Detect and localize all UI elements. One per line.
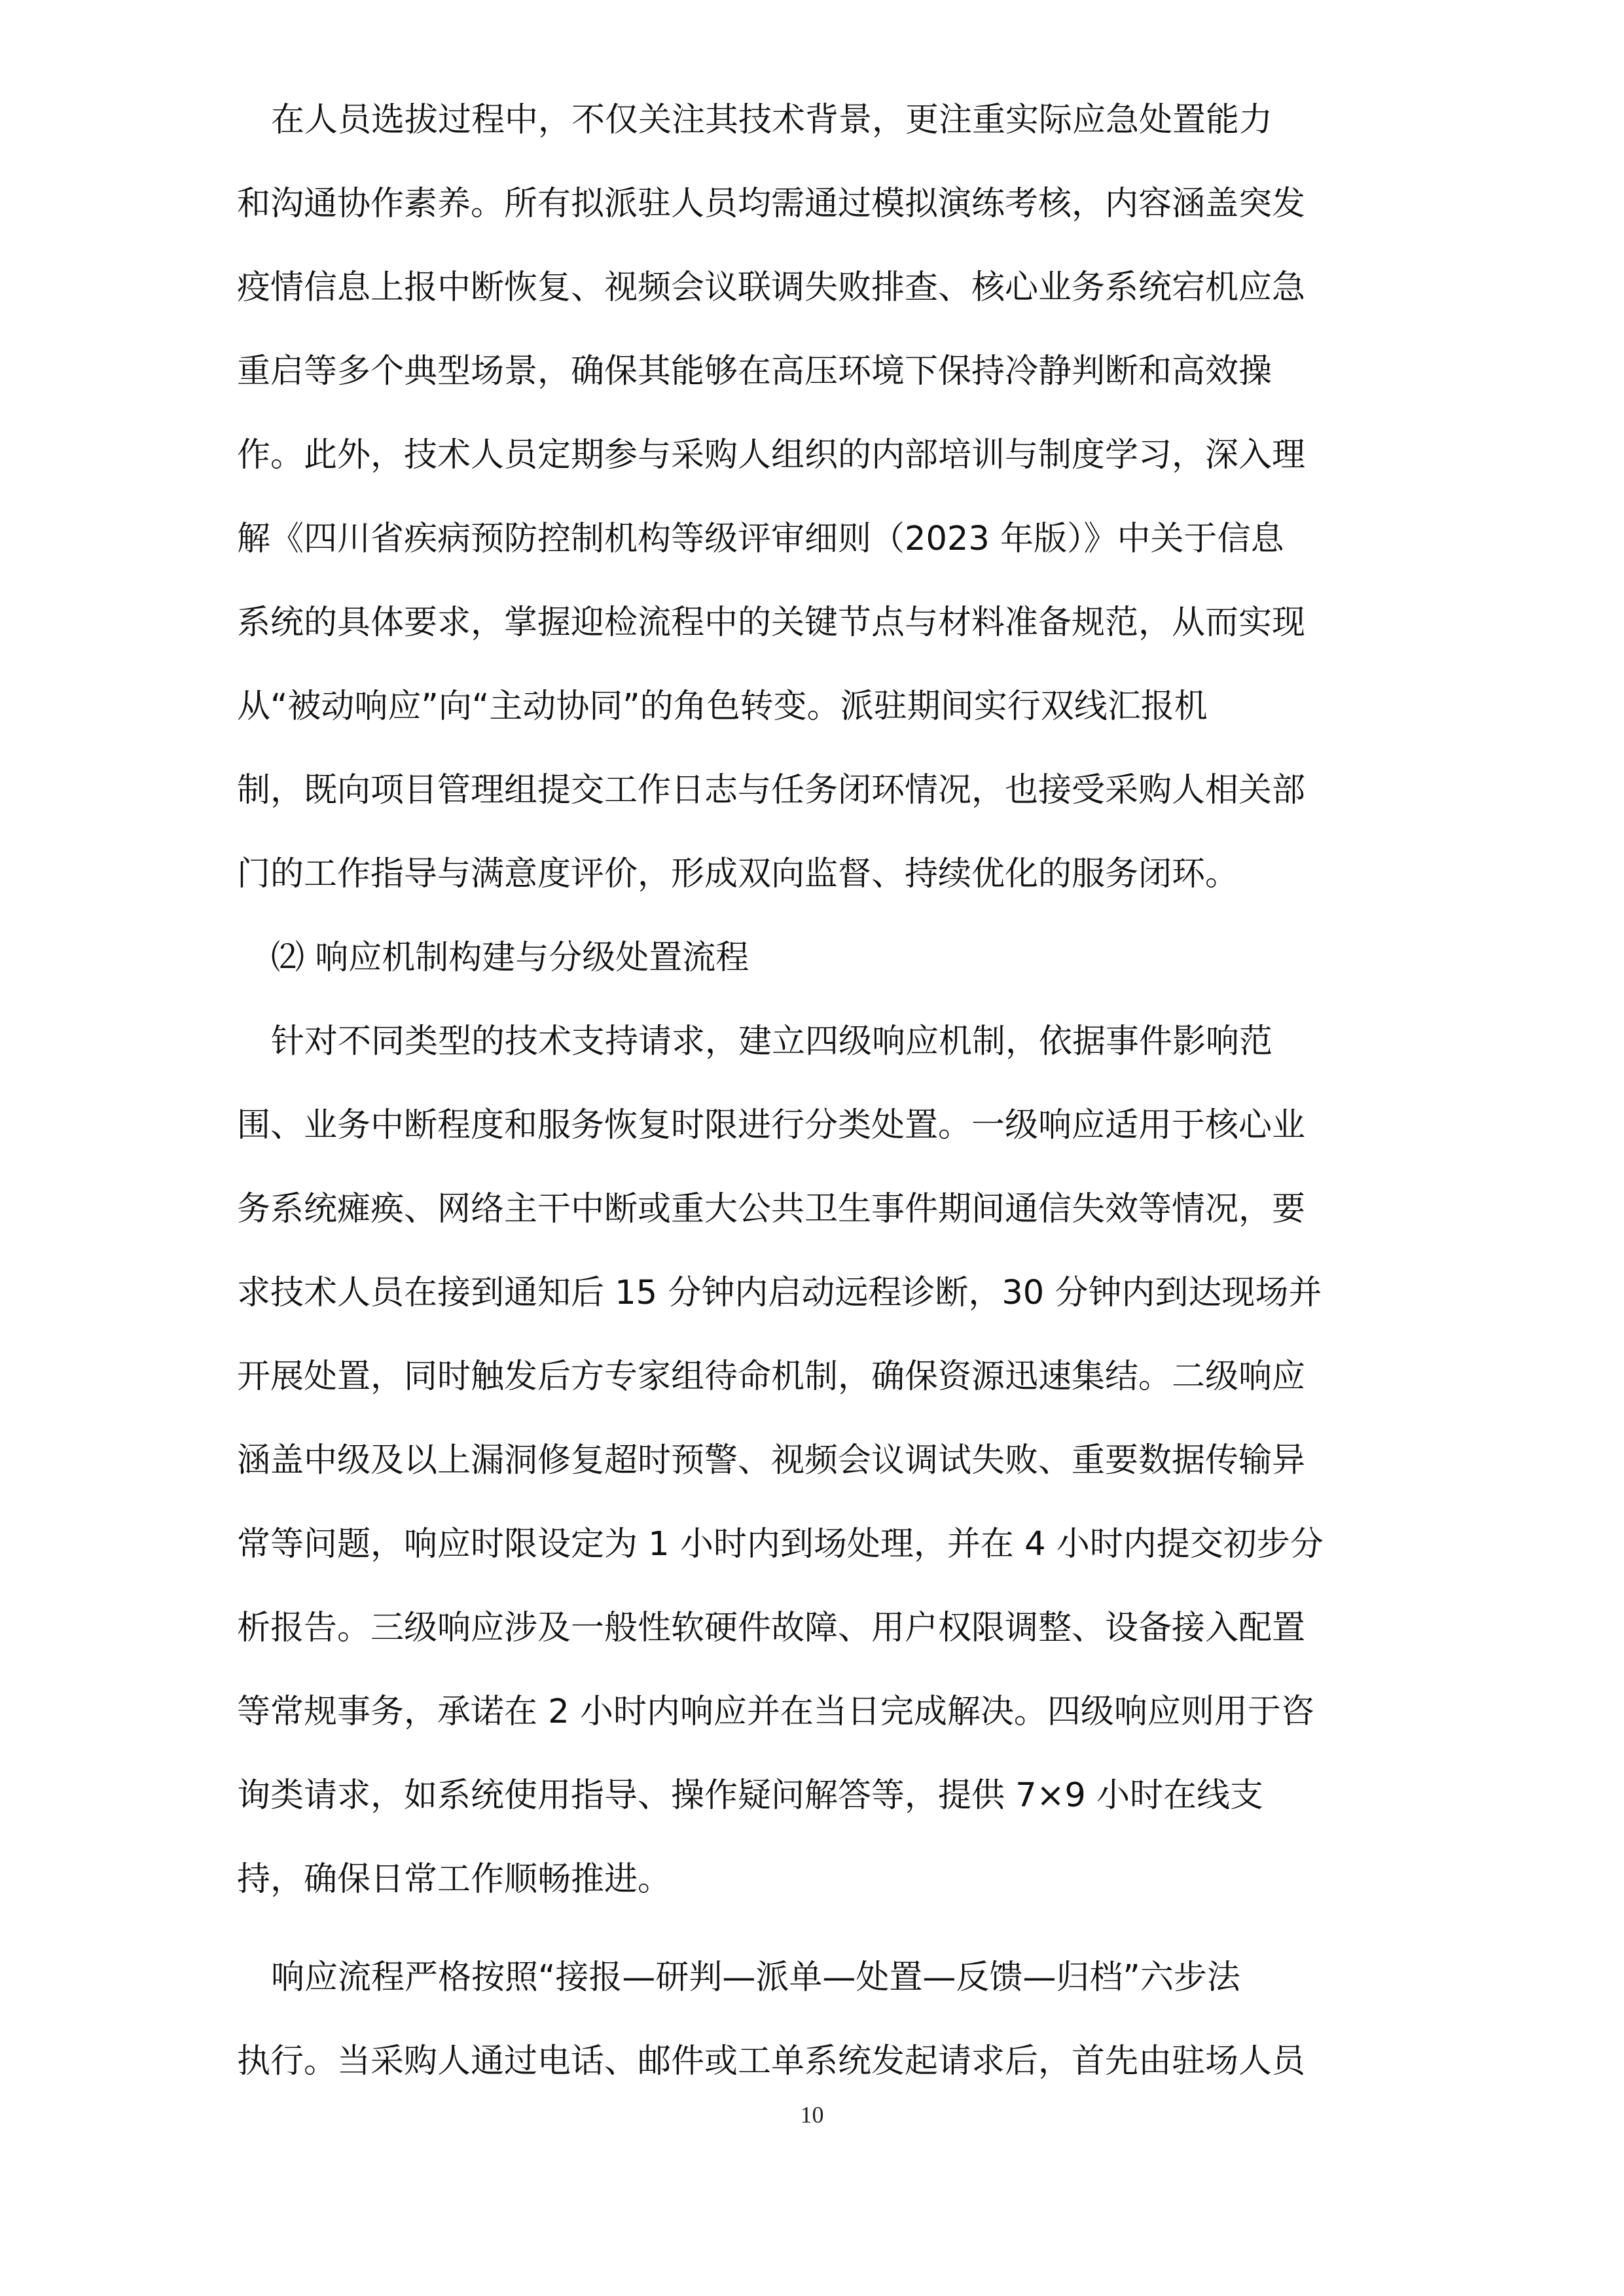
paragraph-line: 询类请求，如系统使用指导、操作疑问解答等，提供 7×9 小时在线支 <box>237 1776 1264 1815</box>
page-number: 10 <box>800 2102 824 2128</box>
paragraph-line: 析报告。三级响应涉及一般性软硬件故障、用户权限调整、设备接入配置 <box>237 1609 1306 1647</box>
paragraph-line: 制，既向项目管理组提交工作日志与任务闭环情况，也接受采购人相关部 <box>237 771 1306 810</box>
paragraph-line: 系统的具体要求，掌握迎检流程中的关键节点与材料准备规范，从而实现 <box>237 603 1306 642</box>
paragraph-line: 针对不同类型的技术支持请求，建立四级响应机制，依据事件影响范 <box>271 1022 1273 1061</box>
section-heading: ⑵ 响应机制构建与分级处置流程 <box>271 939 749 977</box>
paragraph-line: 持，确保日常工作顺畅推进。 <box>237 1860 672 1899</box>
paragraph-line: 作。此外，技术人员定期参与采购人组织的内部培训与制度学习，深入理 <box>237 436 1306 475</box>
paragraph-line: 解《四川省疾病预防控制机构等级评审细则（2023 年版）》中关于信息 <box>237 520 1284 558</box>
paragraph-line: 务系统瘫痪、网络主干中断或重大公共卫生事件期间通信失效等情况，要 <box>237 1190 1306 1229</box>
paragraph-line: 门的工作指导与满意度评价，形成双向监督、持续优化的服务闭环。 <box>237 855 1239 893</box>
paragraph-line: 响应流程严格按照“接报—研判—派单—处置—反馈—归档”六步法 <box>271 1958 1240 1997</box>
paragraph-line: 重启等多个典型场景，确保其能够在高压环境下保持冷静判断和高效操 <box>237 352 1272 391</box>
paragraph-line: 疫情信息上报中断恢复、视频会议联调失败排查、核心业务系统宕机应急 <box>237 268 1306 307</box>
paragraph-line: 等常规事务，承诺在 2 小时内响应并在当日完成解决。四级响应则用于咨 <box>237 1693 1314 1731</box>
body-text <box>237 79 1435 2104</box>
paragraph-line: 常等问题，响应时限设定为 1 小时内到场处理，并在 4 小时内提交初步分 <box>237 1525 1324 1564</box>
paragraph-line: 涵盖中级及以上漏洞修复超时预警、视频会议调试失败、重要数据传输异 <box>237 1441 1306 1480</box>
paragraph-line: 执行。当采购人通过电话、邮件或工单系统发起请求后，首先由驻场人员 <box>237 2042 1306 2081</box>
paragraph-line: 和沟通协作素养。所有拟派驻人员均需通过模拟演练考核，内容涵盖突发 <box>237 185 1306 223</box>
paragraph-line: 在人员选拔过程中，不仅关注其技术背景，更注重实际应急处置能力 <box>271 101 1273 139</box>
paragraph-gap <box>237 1922 1435 1936</box>
paragraph-line: 从“被动响应”向“主动协同”的角色转变。派驻期间实行双线汇报机 <box>237 687 1208 726</box>
paragraph-line: 开展处置，同时触发后方专家组待命机制，确保资源迅速集结。二级响应 <box>237 1357 1306 1396</box>
paragraph-line: 求技术人员在接到通知后 15 分钟内启动远程诊断，30 分钟内到达现场并 <box>237 1274 1322 1312</box>
paragraph-line: 围、业务中断程度和服务恢复时限进行分类处置。一级响应适用于核心业 <box>237 1106 1306 1145</box>
